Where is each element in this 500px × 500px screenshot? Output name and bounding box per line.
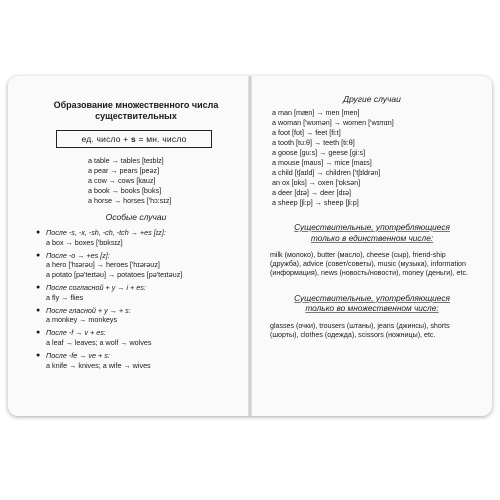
rule-item xyxy=(36,228,236,248)
irregular-item: a man [mæn] → men [men] xyxy=(272,108,360,117)
irregular-item: a tooth [tu:θ] → teeth [ti:θ] xyxy=(272,138,355,147)
rule-text: После -s, -x, -sh, -ch, -tch → +es [ɪz]: xyxy=(46,228,166,237)
irregular-item: a sheep [ʃi:p] → sheep [ʃi:p] xyxy=(272,198,359,207)
rule-text: После согласной + y → i + es: xyxy=(46,282,146,292)
irregular-item: a woman ['wʊmən] → women ['wɪmɪn] xyxy=(272,118,394,127)
irregular-item: a child [tʃaɪld] → children ['tʃɪldrən] xyxy=(272,168,381,177)
rule-item xyxy=(36,328,236,348)
open-book xyxy=(8,76,492,416)
plural-only-text: glasses (очки), trousers (штаны), jeans (джинсы), shorts (шорты), clothes (одежда), scissors (ножницы), etc. xyxy=(270,321,450,339)
bullet-icon: ● xyxy=(36,306,41,314)
rule-text: После -o → +es [z]: xyxy=(46,250,110,260)
rule-item xyxy=(36,283,236,303)
left-page xyxy=(8,76,250,416)
irregular-item: a goose [gu:s] → geese [gi:s] xyxy=(272,148,366,157)
irregular-item: a foot [fʊt] → feet [fi:t] xyxy=(272,128,341,137)
rule-example: a box → boxes ['bɒksɪz] xyxy=(46,237,123,247)
bullet-icon: ● xyxy=(36,351,41,359)
rule-example: a monkey → monkeys xyxy=(46,315,118,325)
rule-text: После гласной + y → + s: xyxy=(46,305,131,315)
bullet-icon: ● xyxy=(36,283,41,291)
special-rules-list xyxy=(36,228,236,370)
other-cases-heading: Другие случаи xyxy=(343,94,401,104)
rule-plus: + xyxy=(123,134,129,144)
rule-example: a leaf → leaves; a wolf → wolves xyxy=(46,337,152,347)
page-title xyxy=(36,100,236,122)
example-line: a table → tables [teɪblz] xyxy=(88,156,164,165)
rule-text: После -fe → ve + s: xyxy=(46,350,110,360)
plural-only-heading xyxy=(270,293,474,314)
irregular-item: an ox [ɒks] → oxen ['ɒksən] xyxy=(272,178,361,187)
plural-heading-line-1: Существительные, употребляющиеся xyxy=(294,292,450,303)
bullet-icon: ● xyxy=(36,229,41,236)
irregular-list xyxy=(272,108,474,208)
rule-plural: мн. число xyxy=(146,134,187,144)
singular-only-text: milk (молоко), butter (масло), cheese (сыр), friend-ship (дружба), advice (совет/советы), music (музыка), information (информация), news (новость/новости), money (деньги), etc. xyxy=(270,251,468,278)
singular-heading-line-1: Существительные, употребляющиеся xyxy=(294,222,450,232)
example-line: a horse → horses ['hɔ:sɪz] xyxy=(88,196,172,205)
rule-item xyxy=(36,251,236,280)
example-line: a book → books [bʊks] xyxy=(88,186,162,195)
special-cases-heading: Особые случаи xyxy=(105,212,167,222)
plural-heading-line-2: только во множественном числе: xyxy=(305,303,439,314)
rule-singular: ед. число xyxy=(81,134,121,144)
rule-example: a knife → knives; a wife → wives xyxy=(46,360,151,370)
regular-examples xyxy=(88,156,236,206)
title-line-1: Образование множественного числа xyxy=(53,100,219,110)
rule-text: После -f → v + es: xyxy=(46,328,106,338)
example-line: a cow → cows [kauz] xyxy=(88,176,156,185)
bullet-icon: ● xyxy=(36,251,41,259)
rule-equals: = xyxy=(138,134,144,144)
bullet-icon: ● xyxy=(36,329,41,337)
rule-item xyxy=(36,306,236,326)
irregular-item: a mouse [maʊs] → mice [maɪs] xyxy=(272,158,372,167)
right-page xyxy=(250,76,492,416)
rule-formula-box xyxy=(56,130,212,148)
rule-example: a hero ['hɪərəʊ] → heroes ['hɪərəʊz] xyxy=(46,260,160,270)
rule-item xyxy=(36,351,236,371)
example-line: a pear → pears [peəz] xyxy=(88,166,160,175)
rule-s: s xyxy=(131,134,136,144)
singular-heading-line-2: только в единственном числе: xyxy=(310,232,434,243)
rule-example: a fly → flies xyxy=(46,292,84,302)
rule-example: a potato [pə'teɪtəʊ] → potatoes [pə'teɪtəʊz] xyxy=(46,270,183,280)
title-line-2: существительных xyxy=(95,111,177,121)
irregular-item: a deer [dɪə] → deer [dɪə] xyxy=(272,188,352,197)
singular-only-heading xyxy=(270,222,474,243)
